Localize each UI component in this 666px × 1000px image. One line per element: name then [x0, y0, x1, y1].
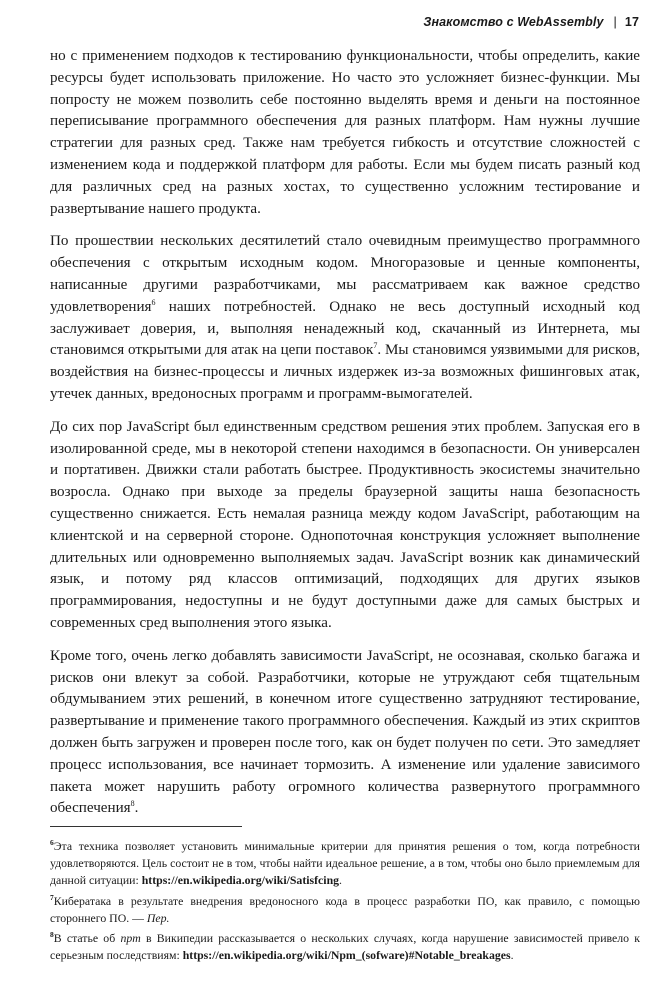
footnote-link-npm[interactable]: https://en.wikipedia.org/wiki/Npm_(sofware)#Notable_breakages [182, 948, 511, 963]
footnote-7: $^7$Кибератака в результате внедрения вредоносного кода в процесс разработки ПО, как правило, с помощью стороннего ПО. — Пер. [50, 892, 640, 925]
paragraph-4: Кроме того, очень легко добавлять зависимости JavaScript, не осознавая, сколько багажа и рисков они влекут за собой. Разработчики, которые не утруждают себя тщательным обдумыванием этих решений, в конечном итоге существенно затрудняют тестирование, развертывание и применение такого программного обеспечения. Каждый из этих скриптов должен быть загружен и проверен после того, как он будет получен по сети. Это замедляет процесс использования, все начинает тормозить. А изменение или удаление зависимого пакета может нарушить работу огромного количества развернутого программного обеспечения$^8$. [50, 647, 640, 817]
paragraph-2: По прошествии нескольких десятилетий стало очевидным преимущество программного обеспечения с открытым исходным кодом. Многоразовые и ценные компоненты, написанные другими разработчиками, мы рассматриваем как важное средство удовлетворения$^6$ наших потребностей. Однако не весь доступный исходный код заслуживает доверия, и, выполняя ненадежный код, скачанный из Интернета, мы становимся открытыми для атак на цепи поставок$^7$. Мы становимся уязвимыми для рисков, воздействия на бизнес-процессы и личных издержек из-за возможных фишинговых атак, утечек данных, вредоносных программ и программ-вымогателей. [50, 233, 641, 402]
page-number: 17 [624, 15, 639, 29]
paragraph-3: До сих пор JavaScript был единственным средством решения этих проблем. Запуская его в изолированной среде, мы в некоторой степени находимся в безопасности. Он универсален и портативен. Движки стали работать быстрее. Продуктивность экосистемы значительно возросла. Однако при выходе за пределы браузерной защиты наша безопасность существенно снижается. Есть немалая разница между кодом JavaScript, работающим на клиентской и на серверной стороне. Однопоточная конструкция усложняет выполнение длительных или одновременно выполняемых задач. JavaScript возник как динамический язык, и потому ряд классов оптимизаций, подходящих для других языков программирования, недоступны и не будут доступными даже для самых быстрых и современных сред выполнения этого языка. [50, 418, 640, 631]
paragraph-1: но с применением подходов к тестированию функциональности, чтобы определить, какие ресурсы будет использовать приложение. Но часто это усложняет бизнес-функции. Мы попросту не можем позволить себе постоянно выделять время и деньги на постоянное переписывание программного обеспечения для разных платформ. Нам нужны лучшие стратегии для разных сред. Также нам требуется гибкость и отсутствие сложностей с изменением кода и поддержкой платформ для работы. Если мы будем писать разный код для различных сред на разных хостах, то существенно усложним тестирование и развертывание нашего продукта. [50, 48, 640, 217]
footnotes [50, 838, 640, 967]
running-head [0, 15, 639, 29]
body-text [50, 46, 640, 831]
footnote-ref-8[interactable]: 8 [130, 799, 135, 809]
footnote-ref-6[interactable]: 6 [151, 297, 156, 307]
chapter-title: Знакомство с WebAssembly [423, 15, 604, 29]
footnote-6: $^6$Эта техника позволяет установить минимальные критерии для принятия решения о том, когда потребности удовлетворяются. Цель состоит не в том, чтобы найти идеальное решение, а в том, чтобы оно было приемлемым для данной ситуации: https://en.wikipedia.org/wiki/Satisfcing. [50, 838, 640, 888]
footnote-link-satisficing[interactable]: https://en.wikipedia.org/wiki/Satisfcing [141, 873, 340, 888]
header-separator: | [613, 15, 617, 29]
footnote-8: $^8$В статье об npm в Википедии рассказывается о нескольких случаях, когда нарушение зависимостей привело к серьезным последствиям: https://en.wikipedia.org/wiki/Npm_(sofware)#Notable_breakages. [50, 930, 640, 963]
footnote-ref-7[interactable]: 7 [373, 341, 378, 351]
footnote-divider [50, 826, 242, 827]
